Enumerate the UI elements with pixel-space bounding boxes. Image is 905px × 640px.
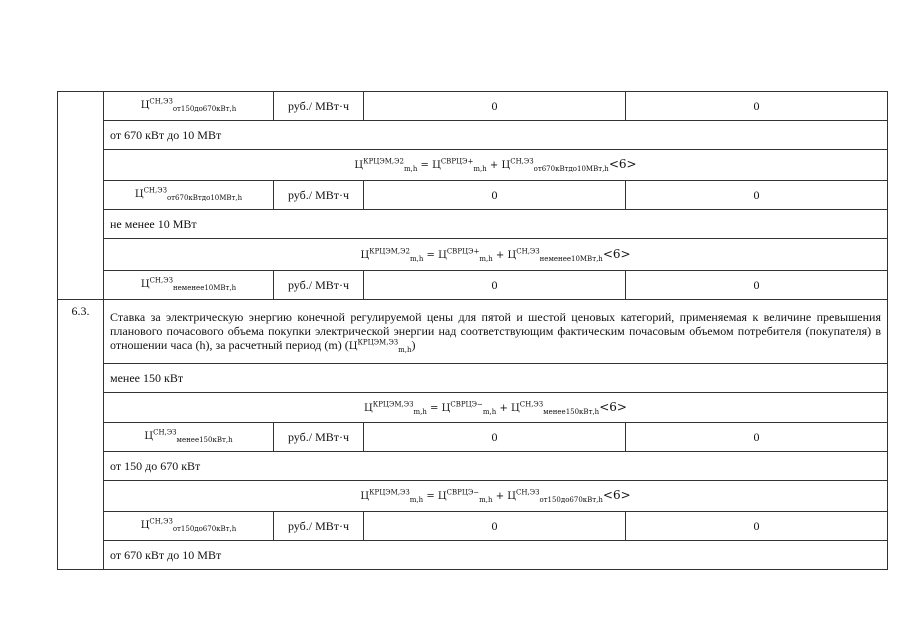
unit-cell: руб./ МВт·ч: [274, 271, 364, 300]
table-row: [58, 92, 888, 121]
table-row: [58, 271, 888, 300]
value-cell: 0: [626, 512, 888, 541]
formula-cell: $Ц^{КРЦЭМ,ЭЗ}_{m,h} = Ц^{СВРЦЭ-}_{m,h} + Ц^{СН,ЭЗ}_{менее150кВт,h}<6>$: [104, 393, 888, 423]
value-cell: 0: [364, 512, 626, 541]
value-cell: 0: [626, 92, 888, 121]
symbol-cell: $Ц^{СН,ЭЗ}_{от150до670кВт,h}$: [104, 92, 274, 121]
section-number: 6.3.: [58, 300, 104, 570]
symbol-cell: $Ц^{СН,ЭЗ}_{менее150кВт,h}$: [104, 423, 274, 452]
range-heading: не менее 10 МВт: [104, 210, 888, 239]
table-row: [58, 541, 888, 570]
number-cell-empty: [58, 92, 104, 300]
table-row: [58, 121, 888, 150]
table-row: [58, 150, 888, 181]
table-row: [58, 300, 888, 364]
symbol-cell: $Ц^{СН,ЭЗ}_{от670кВтдо10МВт,h}$: [104, 181, 274, 210]
section-description: Ставка за электрическую энергию конечной регулируемой цены для пятой и шестой ценовых категорий, применяемая к величине превышения планового почасового объема покупки электрической энергии над соответствующим фактическим почасовым объемом потребителя (покупателя) в отношении часа (h), за расчетный период (m) $(Ц^{КРЦЭМ,ЭЗ}_{m,h})$: [104, 300, 888, 364]
table-row: [58, 181, 888, 210]
unit-cell: руб./ МВт·ч: [274, 181, 364, 210]
unit-cell: руб./ МВт·ч: [274, 423, 364, 452]
value-cell: 0: [626, 423, 888, 452]
value-cell: 0: [364, 271, 626, 300]
unit-cell: руб./ МВт·ч: [274, 512, 364, 541]
value-cell: 0: [364, 423, 626, 452]
formula-cell: $Ц^{КРЦЭМ,ЭЗ}_{m,h} = Ц^{СВРЦЭ-}_{m,h} + Ц^{СН,ЭЗ}_{от150до670кВт,h}<6>$: [104, 481, 888, 512]
table-row: [58, 423, 888, 452]
table-row: [58, 393, 888, 423]
table-row: [58, 481, 888, 512]
range-heading: менее 150 кВт: [104, 364, 888, 393]
value-cell: 0: [626, 271, 888, 300]
value-cell: 0: [364, 92, 626, 121]
range-heading: от 670 кВт до 10 МВт: [104, 121, 888, 150]
symbol-cell: $Ц^{СН,ЭЗ}_{неменее10МВт,h}$: [104, 271, 274, 300]
value-cell: 0: [626, 181, 888, 210]
value-cell: 0: [364, 181, 626, 210]
table-row: [58, 512, 888, 541]
formula-cell: $Ц^{КРЦЭМ,Э2}_{m,h} = Ц^{СВРЦЭ+}_{m,h} + Ц^{СН,ЭЗ}_{от670кВтдо10МВт,h}<6>$: [104, 150, 888, 181]
range-heading: от 150 до 670 кВт: [104, 452, 888, 481]
table-row: [58, 210, 888, 239]
tariff-table: [57, 91, 888, 570]
table-row: [58, 452, 888, 481]
symbol-cell: $Ц^{СН,ЭЗ}_{от150до670кВт,h}$: [104, 512, 274, 541]
table-row: [58, 364, 888, 393]
formula-cell: $Ц^{КРЦЭМ,Э2}_{m,h} = Ц^{СВРЦЭ+}_{m,h} + Ц^{СН,ЭЗ}_{неменее10МВт,h}<6>$: [104, 239, 888, 271]
range-heading: от 670 кВт до 10 МВт: [104, 541, 888, 570]
unit-cell: руб./ МВт·ч: [274, 92, 364, 121]
table-row: [58, 239, 888, 271]
